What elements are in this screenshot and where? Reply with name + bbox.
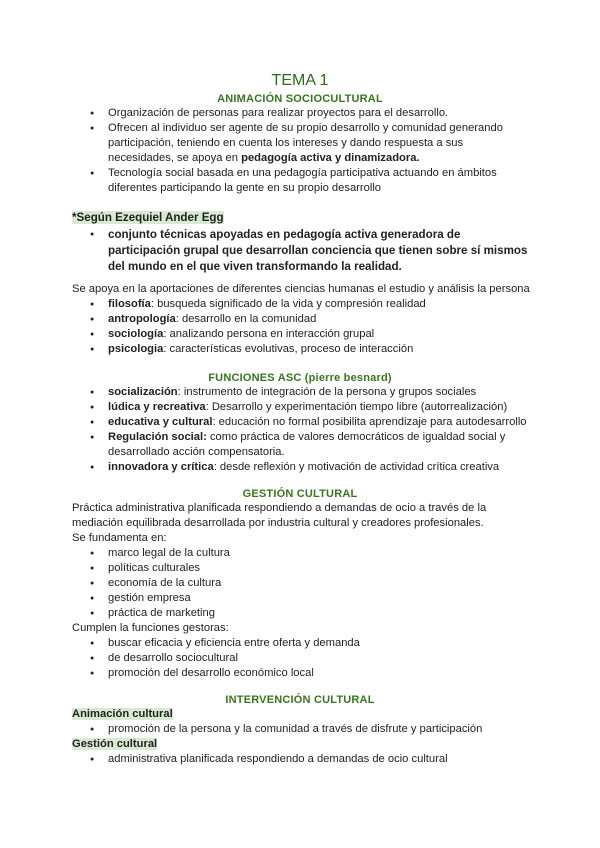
list-item: ● Tecnología social basada en una pedagogía participativa actuando en ámbitos diferentes participando la gente en su propio desarrollo	[72, 166, 532, 196]
funciones-block	[72, 385, 532, 475]
list-item: ● de desarrollo sociocultural	[72, 651, 532, 666]
list-item: ● Regulación social: como práctica de valores democráticos de igualdad social y desarrollado acción compensatoria.	[72, 430, 532, 460]
list-item: ● promoción del desarrollo económico local	[72, 666, 532, 681]
intervencion-block	[72, 707, 532, 767]
list-item: ● Ofrecen al individuo ser agente de su propio desarrollo y comunidad generando participación, teniendo en cuenta los intereses y dando respuesta a sus necesidades, se apoya en pedagogía activa y dinamizadora.	[72, 121, 532, 166]
list-item: ● buscar eficacia y eficiencia entre oferta y demanda	[72, 636, 532, 651]
list-item: ● administrativa planificada respondiendo a demandas de ocio cultural	[72, 752, 532, 767]
list-item: ● socialización: instrumento de integración de la persona y grupos sociales	[72, 385, 532, 400]
gestion-cultural-label: Gestión cultural	[72, 738, 158, 750]
list-item: ● conjunto técnicas apoyadas en pedagogía activa generadora de participación grupal que desarrollan conciencia que tienen sobre sí mismos del mundo en el que viven transformando la realidad.	[72, 227, 532, 275]
gestion-fund-label: Se fundamenta en:	[72, 532, 167, 544]
section-heading-animacion: ANIMACIÓN SOCIOCULTURAL	[217, 93, 383, 105]
list-item: ● filosofía: busqueda significado de la vida y compresión realidad	[72, 297, 532, 312]
animacion-cultural-label: Animación cultural	[72, 708, 173, 720]
list-item: ● educativa y cultural: educación no formal posibilita aprendizaje para autodesarrollo	[72, 415, 532, 430]
section-heading-intervencion: INTERVENCIÓN CULTURAL	[225, 694, 375, 706]
page-title: TEMA 1	[271, 72, 329, 89]
list-item: ● psicologia: características evolutivas, proceso de interacción	[72, 342, 532, 357]
list-item: ● práctica de marketing	[72, 606, 532, 621]
gestion-intro: Práctica administrativa planificada respondiendo a demandas de ocio a través de la mediación equilibrada desarrollada por industria cultural y creadores profesionales.	[72, 502, 487, 529]
list-item: ● economía de la cultura	[72, 576, 532, 591]
list-item: ● sociología: analizando persona en interacción grupal	[72, 327, 532, 342]
ciencias-block	[72, 282, 532, 357]
gestion-func-label: Cumplen la funciones gestoras:	[72, 622, 229, 634]
list-item: ● antropología: desarrollo en la comunidad	[72, 312, 532, 327]
list-item: ● promoción de la persona y la comunidad a través de disfrute y participación	[72, 722, 532, 737]
list-item: ● marco legal de la cultura	[72, 546, 532, 561]
list-item: ● gestión empresa	[72, 591, 532, 606]
egg-heading: *Según Ezequiel Ander Egg	[72, 211, 224, 224]
list-item: ● innovadora y crítica: desde reflexión y motivación de actividad crítica creativa	[72, 460, 532, 475]
list-item: ● lúdica y recreativa: Desarrollo y experimentación tiempo libre (autorrealización)	[72, 400, 532, 415]
list-item: ● políticas culturales	[72, 561, 532, 576]
section-heading-funciones: FUNCIONES ASC (pierre besnard)	[208, 372, 392, 384]
section-heading-gestion: GESTIÓN CULTURAL	[242, 488, 358, 500]
list-item: ● Organización de personas para realizar proyectos para el desarrollo.	[72, 106, 532, 121]
egg-block	[72, 210, 532, 275]
ciencias-intro: Se apoya en la aportaciones de diferentes ciencias humanas el estudio y análisis la persona	[72, 283, 530, 295]
animacion-block	[72, 106, 532, 196]
gestion-block	[72, 501, 532, 681]
